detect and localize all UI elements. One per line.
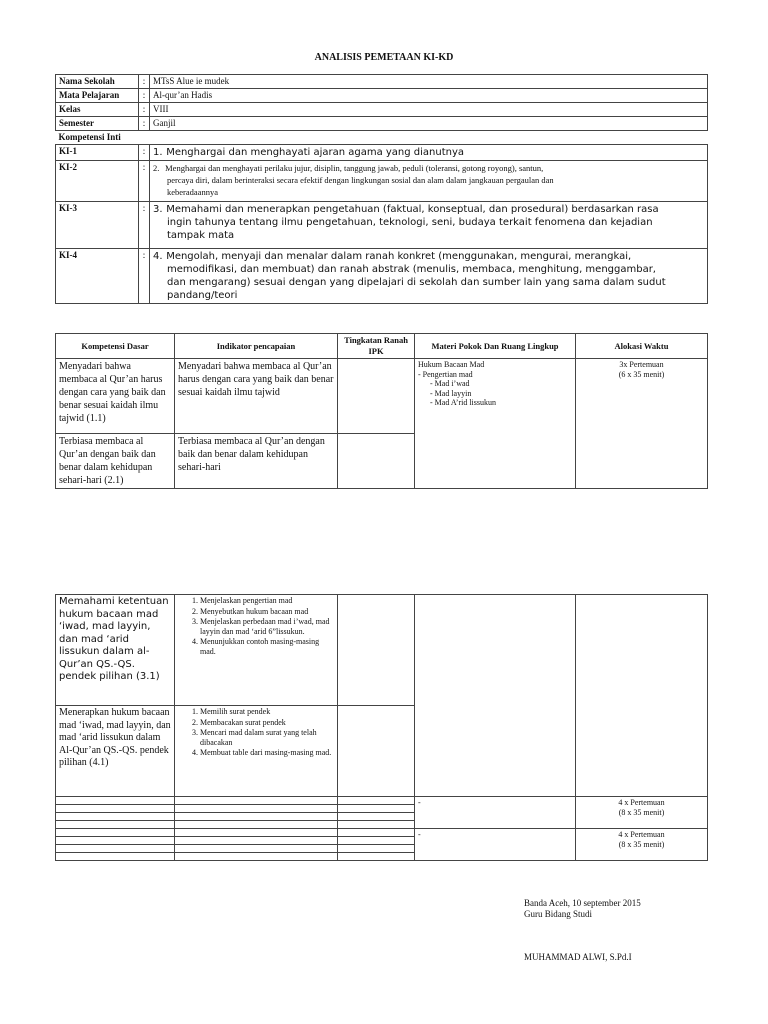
separator: : — [139, 75, 150, 89]
ki-label: KI-4 — [56, 249, 139, 304]
indikator-cell: Menyadari bahwa membaca al Qur’an harus dengan cara yang baik dan benar sesuai kaidah ilmu tajwid — [175, 359, 338, 434]
separator: : — [139, 202, 150, 249]
identity-label: Nama Sekolah — [56, 75, 139, 89]
kd-cell: Terbiasa membaca al Qur’an dengan baik dan benar dalam kehidupan sehari-hari (2.1) — [56, 434, 175, 489]
ki-text: 2. Menghargai dan menghayati perilaku jujur, disiplin, tanggung jawab, peduli (toleransi, gotong royong), santun, percaya diri, dalam berinteraksi secara efektif dengan lingkungan sosial dan alam dalam jangkauan pergaulan dan keberadaannya — [150, 161, 708, 202]
ranah-cell — [338, 706, 415, 797]
identity-value: VIII — [150, 103, 708, 117]
column-header: Indikator pencapaian — [175, 334, 338, 359]
ranah-cell — [338, 434, 415, 489]
list-item: 4. Menunjukkan contoh masing-masing mad. — [200, 637, 334, 656]
identity-table — [55, 74, 708, 304]
ki-label: KI-1 — [56, 145, 139, 161]
list-item: 2. Membacakan surat pendek — [200, 718, 334, 728]
kd-cell: Menyadari bahwa membaca al Qur’an harus dengan cara yang baik dan benar sesuai kaidah ilmu tajwid (1.1) — [56, 359, 175, 434]
kd-table-2 — [55, 594, 708, 861]
ki-row — [56, 249, 708, 304]
list-item: - Mad i’wad — [430, 379, 572, 389]
separator: : — [139, 145, 150, 161]
identity-value: Al-qur’an Hadis — [150, 89, 708, 103]
identity-label: Kelas — [56, 103, 139, 117]
list-item: 1. Menjelaskan pengertian mad — [200, 596, 334, 606]
ki-label: KI-3 — [56, 202, 139, 249]
alokasi-cell: 4 x Pertemuan (8 x 35 menit) — [576, 797, 708, 829]
list-item: 3. Mencari mad dalam surat yang telah dibacakan — [200, 728, 334, 747]
indikator-cell — [175, 706, 338, 797]
table-row — [56, 595, 708, 706]
ki-row — [56, 145, 708, 161]
list-item: 4. Membuat table dari masing-masing mad. — [200, 748, 334, 758]
column-header: Materi Pokok Dan Ruang Lingkup — [415, 334, 576, 359]
materi-cell: - — [415, 829, 576, 861]
materi-cell: - — [415, 797, 576, 829]
separator: : — [139, 103, 150, 117]
ki-heading: Kompetensi Inti — [58, 132, 121, 142]
document-title: ANALISIS PEMETAAN KI-KD — [314, 52, 454, 63]
separator: : — [139, 117, 150, 131]
kd-table-1 — [55, 333, 708, 489]
identity-label: Semester — [56, 117, 139, 131]
ki-text: 4. Mengolah, menyaji dan menalar dalam ranah konkret (menggunakan, mengurai, merangkai, memodifikasi, dan membuat) dan ranah abstrak (menulis, membaca, menghitung, menggambar, dan mengarang) sesuai dengan yang dipelajari di sekolah dan sumber lain yang sama dalam sudut pandang/teori — [150, 249, 708, 304]
ki-row — [56, 161, 708, 202]
column-header: Tingkatan Ranah IPK — [338, 334, 415, 359]
ranah-cell — [338, 359, 415, 434]
ki-label: KI-2 — [56, 161, 139, 202]
indikator-cell — [175, 595, 338, 706]
kd-cell: Memahami ketentuan hukum bacaan mad ‘iwad, mad layyin, dan mad ‘arid lissukun dalam al-Qur’an QS.-QS. pendek pilihan (3.1) — [56, 595, 175, 706]
empty-row — [56, 829, 708, 837]
list-item: 1. Memilih surat pendek — [200, 707, 334, 717]
signature-name: MUHAMMAD ALWI, S.Pd.I — [524, 952, 632, 962]
column-header: Alokasi Waktu — [576, 334, 708, 359]
identity-label: Mata Pelajaran — [56, 89, 139, 103]
list-item: - Mad layyin — [430, 389, 572, 399]
list-item: - Mad A’rid lissukun — [430, 398, 572, 408]
separator: : — [139, 89, 150, 103]
identity-value: MTsS Alue ie mudek — [150, 75, 708, 89]
column-header: Kompetensi Dasar — [56, 334, 175, 359]
identity-row — [56, 117, 708, 131]
identity-row — [56, 89, 708, 103]
identity-value: Ganjil — [150, 117, 708, 131]
ranah-cell — [338, 595, 415, 706]
identity-row — [56, 75, 708, 89]
table-row — [56, 359, 708, 434]
separator: : — [139, 161, 150, 202]
list-item: 3. Menjelaskan perbedaan mad i’wad, mad layyin dan mad ‘arid 6”lissukun. — [200, 617, 334, 636]
empty-row — [56, 797, 708, 805]
signature-role: Guru Bidang Studi — [524, 909, 593, 919]
materi-cell: Hukum Bacaan Mad - Pengertian mad - Mad i’wad - Mad layyin - Mad A’rid lissukun — [415, 359, 576, 489]
ki-text: 3. Memahami dan menerapkan pengetahuan (faktual, konseptual, dan prosedural) berdasarkan rasa ingin tahunya tentang ilmu pengetahuan, teknologi, seni, budaya terkait fenomena dan kejadian tampak mata — [150, 202, 708, 249]
materi-cell — [415, 595, 576, 797]
kd-cell: Menerapkan hukum bacaan mad ‘iwad, mad layyin, dan mad ‘arid lissukun dalam Al-Qur’an QS.-QS. pendek pilihan (4.1) — [56, 706, 175, 797]
table-header-row — [56, 334, 708, 359]
signature-place-date: Banda Aceh, 10 september 2015 — [524, 898, 641, 908]
list-item: 2. Menyebutkan hukum bacaan mad — [200, 607, 334, 617]
alokasi-cell: 3x Pertemuan (6 x 35 menit) — [576, 359, 708, 489]
alokasi-cell: 4 x Pertemuan (8 x 35 menit) — [576, 829, 708, 861]
identity-row — [56, 103, 708, 117]
alokasi-cell — [576, 595, 708, 797]
ki-row — [56, 202, 708, 249]
indikator-cell: Terbiasa membaca al Qur’an dengan baik dan benar dalam kehidupan sehari-hari — [175, 434, 338, 489]
separator: : — [139, 249, 150, 304]
ki-text: 1. Menghargai dan menghayati ajaran agama yang dianutnya — [150, 145, 708, 161]
